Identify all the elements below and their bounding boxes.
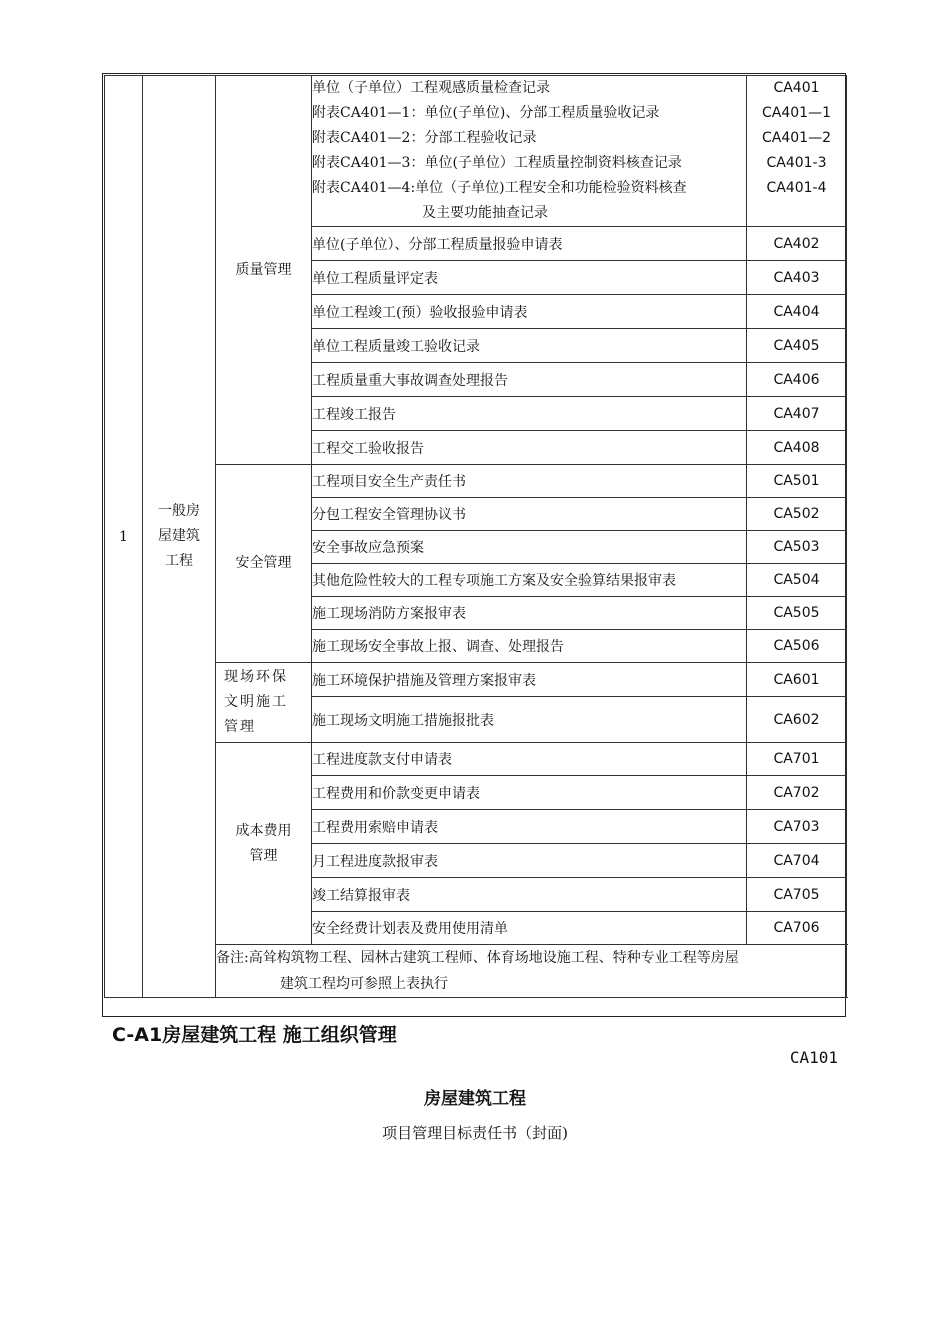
item-code: CA401 — [773, 80, 820, 96]
item-code: CA401—2 — [762, 130, 831, 146]
item-line: 附表CA401—4:单位（子单位)工程安全和功能检验资料核查 — [312, 180, 687, 196]
item-code: CA502 — [747, 498, 847, 531]
item-name: 分包工程安全管理协议书 — [312, 498, 747, 531]
item-line: 附表CA401—3：单位(子单位）工程质量控制资料核查记录 — [312, 155, 682, 171]
item-name: 安全事故应急预案 — [312, 531, 747, 564]
item-code: CA408 — [747, 431, 847, 465]
item-code: CA602 — [747, 697, 847, 743]
item-code: CA405 — [747, 329, 847, 363]
document-title: 房屋建筑工程 — [424, 1089, 526, 1109]
item-code: CA407 — [747, 397, 847, 431]
section-heading: C-A1房屋建筑工程 施工组织管理 — [112, 1024, 397, 1046]
reference-code: CA101 — [789, 1048, 838, 1067]
item-name: 工程费用索赔申请表 — [312, 810, 747, 844]
item-name: 月工程进度款报审表 — [312, 844, 747, 878]
item-name: 施工现场安全事故上报、调查、处理报告 — [312, 630, 747, 663]
group-label-line: 文明施工 — [224, 694, 288, 710]
row-number: 1 — [105, 76, 143, 998]
item-name: 施工环境保护措施及管理方案报审表 — [312, 663, 747, 697]
document-index-table — [104, 75, 847, 998]
item-code: CA504 — [747, 564, 847, 597]
item-name: 工程进度款支付申请表 — [312, 743, 747, 776]
item-code: CA402 — [747, 227, 847, 261]
item-code: CA505 — [747, 597, 847, 630]
item-code: CA506 — [747, 630, 847, 663]
category-line: 工程 — [165, 553, 193, 569]
item-code: CA501 — [747, 465, 847, 498]
item-code: CA503 — [747, 531, 847, 564]
item-name: 单位工程竣工(预）验收报验申请表 — [312, 295, 747, 329]
item-code: CA401-3 — [766, 155, 827, 171]
item-name: 单位(子单位）、分部工程质量报验申请表 — [312, 227, 747, 261]
item-code: CA406 — [747, 363, 847, 397]
item-code: CA706 — [747, 912, 847, 945]
item-code: CA404 — [747, 295, 847, 329]
item-code: CA704 — [747, 844, 847, 878]
category-line: 一般房 — [158, 503, 200, 519]
item-line: 及主要功能抽查记录 — [422, 205, 548, 221]
item-name: 工程费用和价款变更申请表 — [312, 776, 747, 810]
group-safety-label: 安全管理 — [216, 465, 312, 663]
item-line: 附表CA401—2：分部工程验收记录 — [312, 130, 537, 146]
item-name: 工程质量重大事故调查处理报告 — [312, 363, 747, 397]
item-name: 工程项目安全生产责任书 — [312, 465, 747, 498]
item-name: 施工现场消防方案报审表 — [312, 597, 747, 630]
item-name: 工程交工验收报告 — [312, 431, 747, 465]
item-name: 单位工程质量评定表 — [312, 261, 747, 295]
item-code: CA701 — [747, 743, 847, 776]
document-subtitle: 项目管理目标责任书（封面) — [382, 1124, 568, 1142]
table-note — [216, 945, 847, 998]
group-environment-label — [216, 663, 312, 743]
quality-first-item — [312, 76, 747, 227]
group-label-line: 管理 — [224, 719, 256, 735]
item-code: CA703 — [747, 810, 847, 844]
category-line: 屋建筑 — [158, 528, 200, 544]
group-cost-label — [216, 743, 312, 945]
group-label-line: 管理 — [249, 847, 278, 864]
item-line: 附表CA401—1：单位(子单位)、分部工程质量验收记录 — [312, 105, 660, 121]
item-name: 竣工结算报审表 — [312, 878, 747, 912]
item-name: 单位工程质量竣工验收记录 — [312, 329, 747, 363]
item-line: 单位（子单位）工程观感质量检查记录 — [312, 80, 550, 96]
item-code: CA702 — [747, 776, 847, 810]
item-name: 工程竣工报告 — [312, 397, 747, 431]
item-name: 其他危险性较大的工程专项施工方案及安全验算结果报审表 — [312, 564, 747, 597]
group-label-line: 成本费用 — [235, 822, 292, 839]
item-code: CA601 — [747, 663, 847, 697]
note-line: 备注:高耸构筑物工程、园林古建筑工程师、体育场地设施工程、特种专业工程等房屋 — [216, 950, 739, 966]
item-code: CA403 — [747, 261, 847, 295]
group-quality-label: 质量管理 — [216, 76, 312, 465]
item-code: CA705 — [747, 878, 847, 912]
note-line: 建筑工程均可参照上表执行 — [280, 976, 448, 992]
item-name: 施工现场文明施工措施报批表 — [312, 697, 747, 743]
group-label-line: 现场环保 — [224, 669, 288, 685]
quality-first-codes — [747, 76, 847, 227]
item-code: CA401-4 — [766, 180, 827, 196]
item-code: CA401—1 — [762, 105, 831, 121]
category-cell — [143, 76, 216, 998]
item-name: 安全经费计划表及费用使用清单 — [312, 912, 747, 945]
